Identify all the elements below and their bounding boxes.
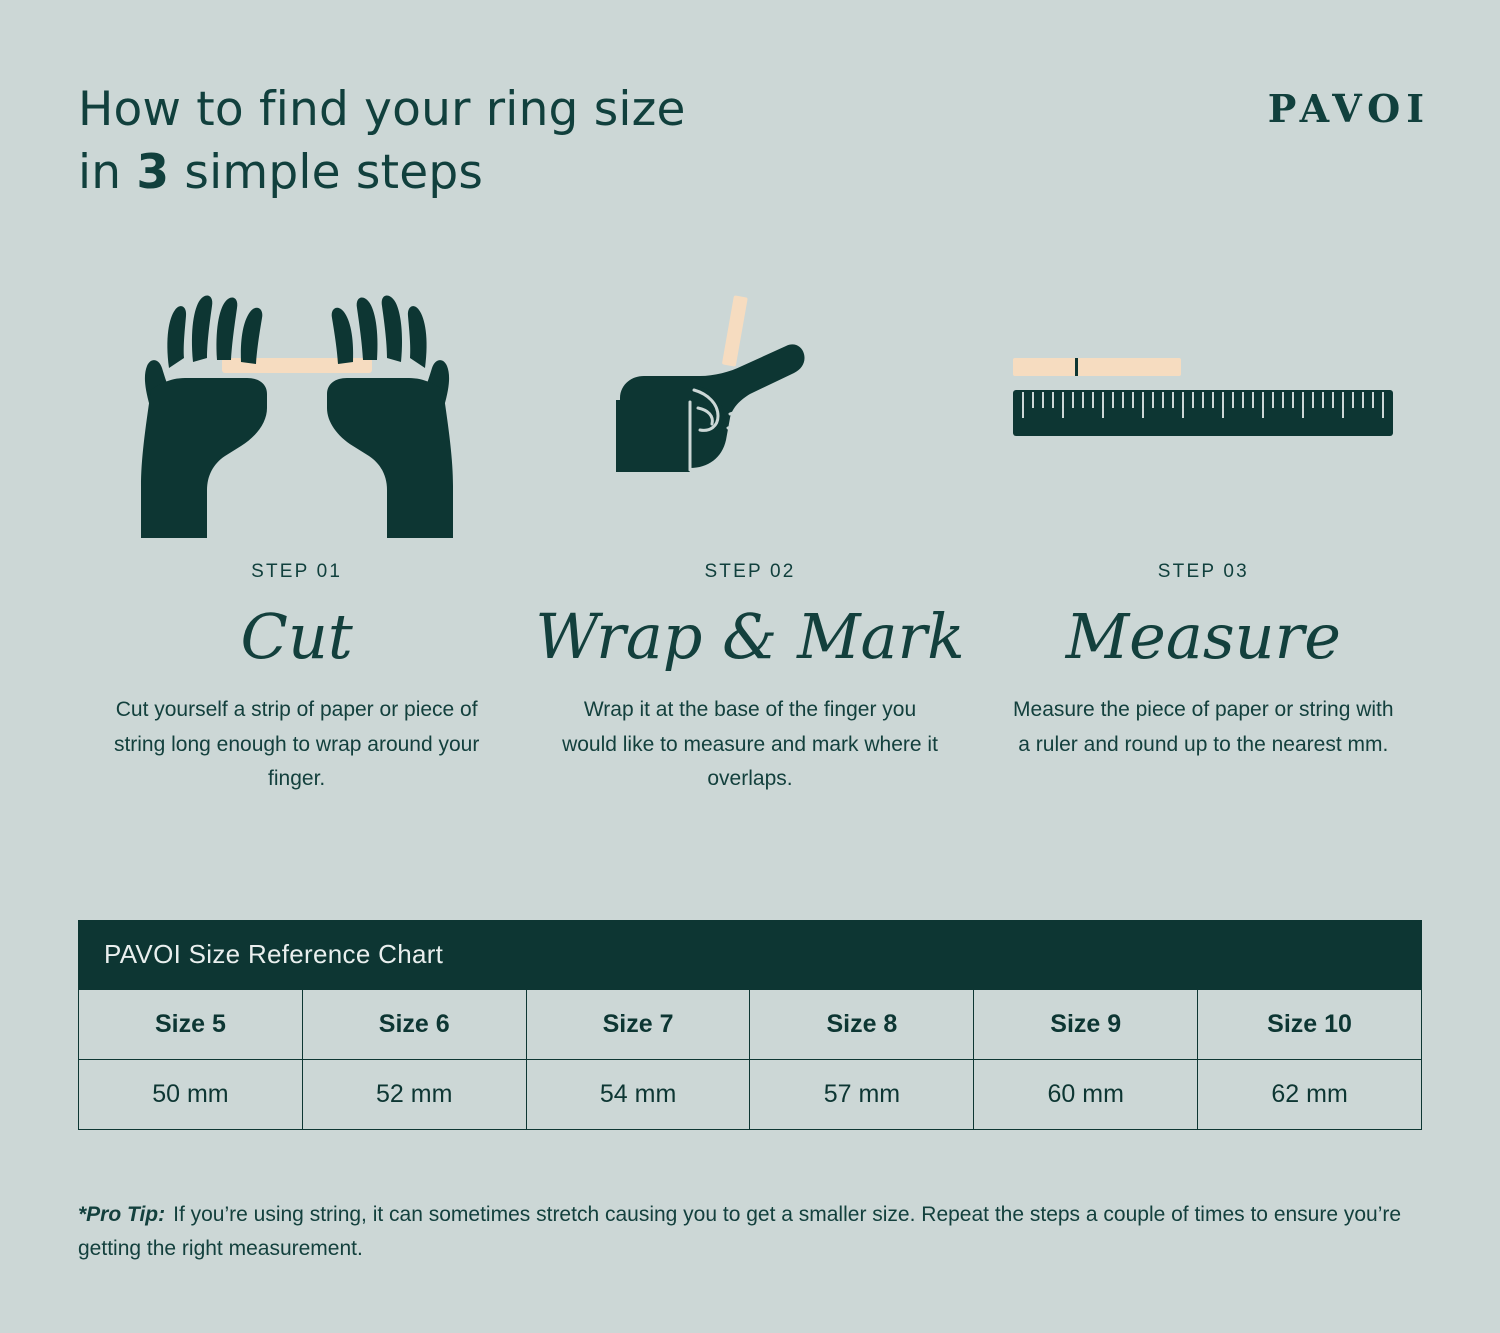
headline-line-2-post: simple steps <box>169 145 484 201</box>
table-cell-measurement: 52 mm <box>302 1060 526 1130</box>
step-03-label: STEP 03 <box>1157 561 1249 582</box>
step-01-label: STEP 01 <box>251 561 343 582</box>
table-cell-measurement: 54 mm <box>526 1060 750 1130</box>
step-03 <box>977 285 1430 797</box>
table-row-headers <box>79 990 1422 1060</box>
table-cell-size: Size 10 <box>1198 990 1422 1060</box>
step-01-illustration <box>70 285 523 555</box>
step-01-description: Cut yourself a strip of paper or piece of string long enough to wrap around your finger. <box>113 698 480 791</box>
page-title <box>78 78 958 205</box>
brand-logo: PAVOI <box>1267 86 1430 131</box>
size-chart-caption: PAVOI Size Reference Chart <box>78 920 1422 989</box>
ruler-measuring-paper-strip-icon <box>1003 290 1403 550</box>
table-cell-size: Size 8 <box>750 990 974 1060</box>
table-cell-measurement: 50 mm <box>79 1060 303 1130</box>
size-reference-table <box>78 920 1422 1130</box>
table-cell-measurement: 62 mm <box>1198 1060 1422 1130</box>
step-02-title: Wrap & Mark <box>535 600 965 673</box>
size-chart-section <box>78 920 1422 1130</box>
header <box>78 78 1430 228</box>
step-01 <box>70 285 523 797</box>
headline-line-1: How to find your ring size <box>78 82 686 137</box>
table-cell-measurement: 60 mm <box>974 1060 1198 1130</box>
table-cell-size: Size 6 <box>302 990 526 1060</box>
steps-section <box>70 285 1430 797</box>
step-02-illustration <box>523 285 976 555</box>
step-02-label: STEP 02 <box>704 561 796 582</box>
hand-wrapping-paper-around-finger-icon <box>590 290 910 550</box>
pro-tip-label: *Pro Tip: <box>78 1203 166 1226</box>
step-03-description: Measure the piece of paper or string with a ruler and round up to the nearest mm. <box>1013 698 1394 756</box>
table-cell-measurement: 57 mm <box>750 1060 974 1130</box>
step-02 <box>523 285 976 797</box>
table-row-values <box>79 1060 1422 1130</box>
table-cell-size: Size 7 <box>526 990 750 1060</box>
step-03-title: Measure <box>1065 600 1341 673</box>
step-01-title: Cut <box>240 600 353 673</box>
table-cell-size: Size 5 <box>79 990 303 1060</box>
pro-tip-text: If you’re using string, it can sometimes stretch causing you to get a smaller size. Repeat the steps a couple of times to ensure you’re getting the right measurement. <box>78 1203 1402 1260</box>
headline-line-2-pre: in <box>78 145 137 201</box>
table-cell-size: Size 9 <box>974 990 1198 1060</box>
headline-step-count: 3 <box>136 145 170 201</box>
pro-tip <box>78 1198 1422 1265</box>
two-hands-holding-paper-strip-icon <box>107 290 487 550</box>
step-02-description: Wrap it at the base of the finger you would like to measure and mark where it overlaps. <box>562 698 938 791</box>
step-03-illustration <box>977 285 1430 555</box>
